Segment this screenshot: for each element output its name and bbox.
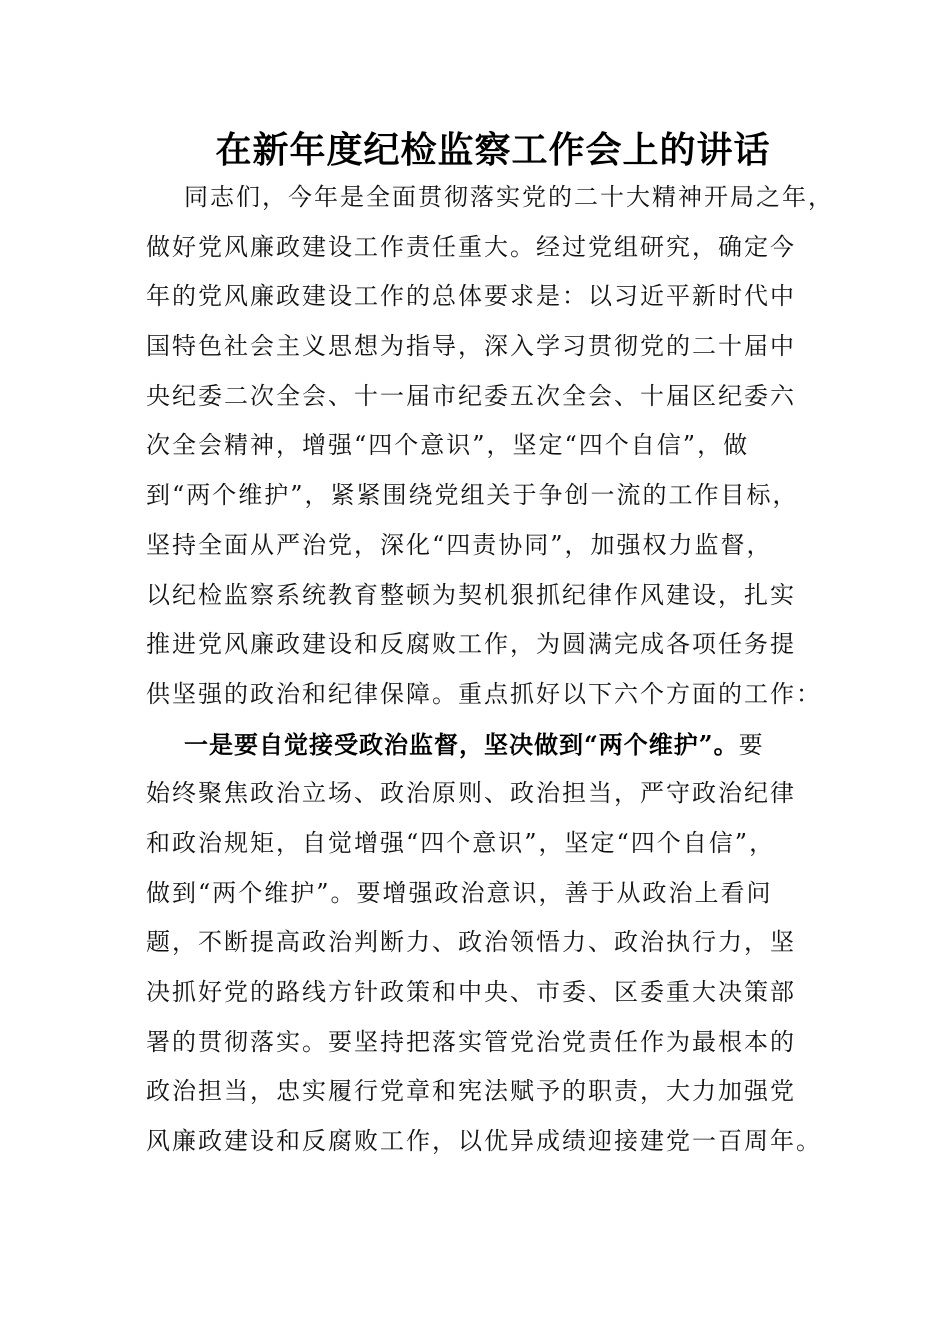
paragraph-1-line: 同志们，今年是全面贯彻落实党的二十大精神开局之年， <box>184 183 834 211</box>
paragraph-1-line: 推进党风廉政建设和反腐败工作，为圆满完成各项任务提 <box>146 630 796 659</box>
paragraph-1-line: 到“两个维护”，紧紧围绕党组关于争创一流的工作目标， <box>146 481 799 510</box>
paragraph-1-line: 国特色社会主义思想为指导，深入学习贯彻党的二十届中 <box>146 332 796 361</box>
paragraph-2-first-line <box>146 720 806 770</box>
document-body <box>146 173 834 1167</box>
paragraph-2-line: 题，不断提高政治判断力、政治领悟力、政治执行力，坚 <box>146 928 796 957</box>
paragraph-1-line: 央纪委二次全会、十一届市纪委五次全会、十届区纪委六 <box>146 381 796 410</box>
paragraph-2-line: 风廉政建设和反腐败工作，以优异成绩迎接建党一百周年。 <box>146 1127 822 1156</box>
paragraph-1-line: 坚持全面从严治党，深化“四责协同”，加强权力监督， <box>146 530 773 559</box>
paragraph-2-line: 始终聚焦政治立场、政治原则、政治担当，严守政治纪律 <box>146 779 796 808</box>
paragraph-1-line: 做好党风廉政建设工作责任重大。经过党组研究，确定今 <box>146 232 796 261</box>
paragraph-2-line: 和政治规矩，自觉增强“四个意识”，坚定“四个自信”， <box>146 828 776 857</box>
paragraph-2-lead: 要 <box>738 730 765 759</box>
paragraph-1-line: 次全会精神，增强“四个意识”，坚定“四个自信”，做 <box>146 431 750 460</box>
paragraph-2-line: 决抓好党的路线方针政策和中央、市委、区委重大决策部 <box>146 978 796 1006</box>
paragraph-1-line: 年的党风廉政建设工作的总体要求是：以习近平新时代中 <box>146 282 796 311</box>
paragraph-2-line: 署的贯彻落实。要坚持把落实管党治党责任作为最根本的 <box>146 1027 796 1056</box>
document-title: 在新年度纪检监察工作会上的讲话 <box>215 129 771 171</box>
paragraph-2-line: 政治担当，忠实履行党章和宪法赋予的职责，大力加强党 <box>146 1077 796 1106</box>
paragraph-2-heading: 一是要自觉接受政治监督，坚决做到“两个维护”。 <box>184 729 739 759</box>
paragraph-1-line: 供坚强的政治和纪律保障。重点抓好以下六个方面的工作： <box>146 679 822 708</box>
paragraph-1-line: 以纪检监察系统教育整顿为契机狠抓纪律作风建设，扎实 <box>146 580 796 609</box>
paragraph-2-line: 做到“两个维护”。要增强政治意识，善于从政治上看问 <box>146 878 773 907</box>
